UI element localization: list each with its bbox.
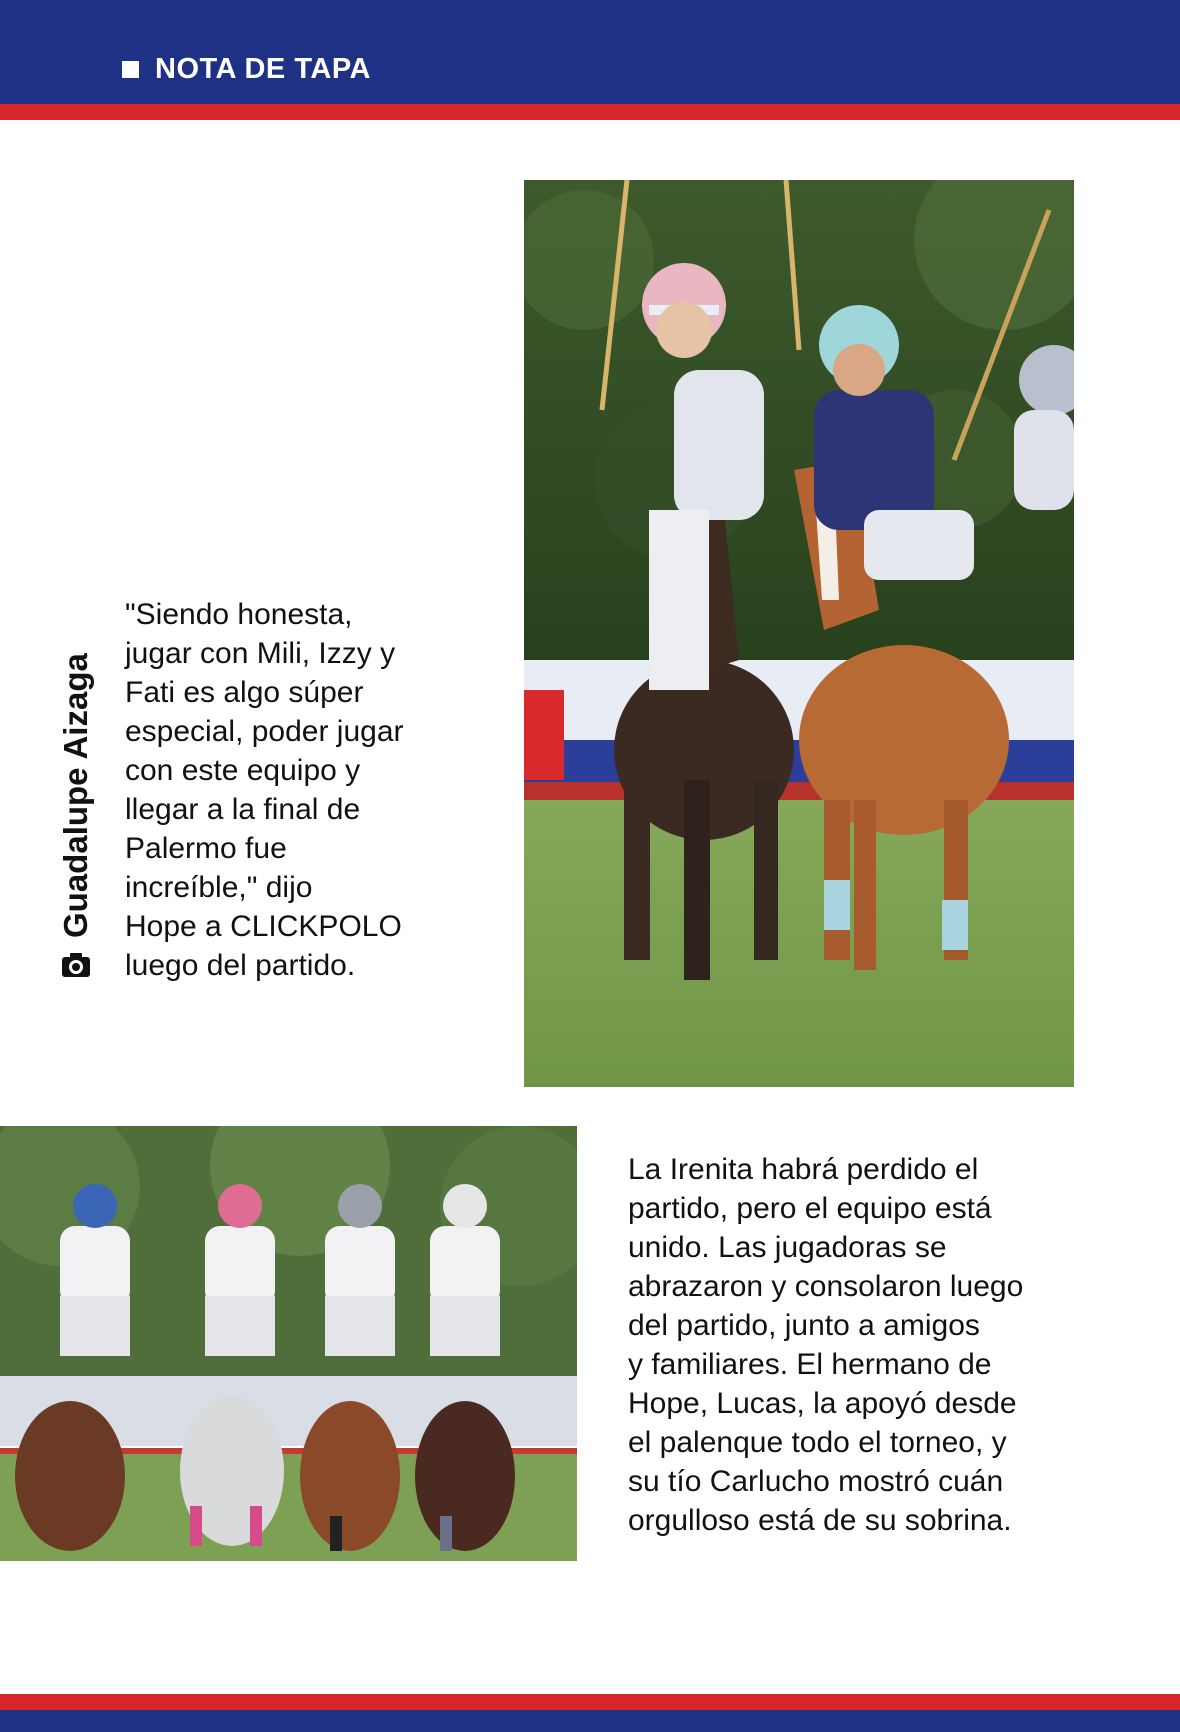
polo-action-photo	[524, 180, 1074, 1087]
footer-bar	[0, 1710, 1180, 1732]
section-label: NOTA DE TAPA	[155, 53, 371, 85]
photo-credit	[56, 605, 96, 980]
header-accent-stripe	[0, 104, 1180, 120]
photographer-name: Guadalupe Aizaga	[57, 653, 94, 938]
team-players-photo	[0, 1126, 577, 1561]
camera-icon	[61, 952, 91, 978]
footer-accent-stripe	[0, 1694, 1180, 1710]
section-square-icon	[122, 61, 139, 78]
article-paragraph: La Irenita habrá perdido el partido, pero el equipo está unido. Las jugadoras se abrazaron y consolaron luego del partido, junto a amigos y familiares. El hermano de Hope, Lucas, la apoyó desde el palenque todo el torneo, y su tío Carlucho mostró cuán orgulloso está de su sobrina.	[628, 1153, 1024, 1537]
pull-quote: "Siendo honesta, jugar con Mili, Izzy y Fati es algo súper especial, poder jugar con este equipo y llegar a la final de Palermo fue increíble," dijo Hope a CLICKPOLO luego del partido.	[125, 598, 404, 982]
